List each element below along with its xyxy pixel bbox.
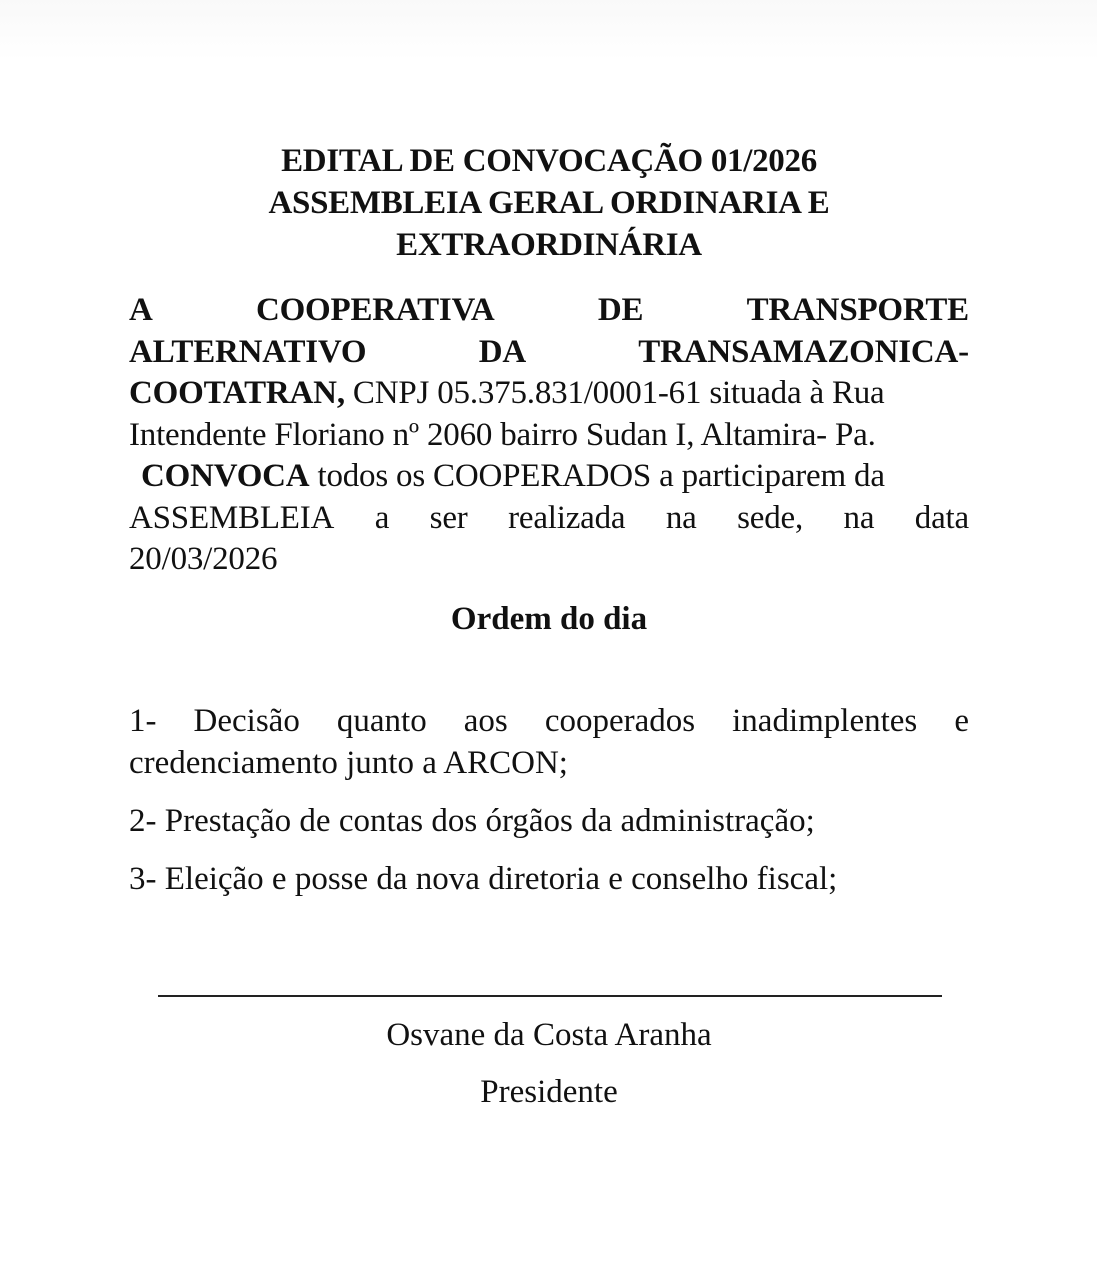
agenda-item (129, 700, 969, 784)
signer-role: Presidente (480, 1074, 618, 1110)
word: cooperados (544, 703, 696, 739)
word: A (129, 292, 153, 328)
convoca-text: todos os COOPERADOS a participarem da (309, 458, 885, 494)
title-line: EDITAL DE CONVOCAÇÃO 01/2026 (281, 143, 817, 179)
intro-line-6 (129, 498, 969, 540)
title-line: EXTRAORDINÁRIA (396, 227, 702, 263)
word: a (374, 499, 390, 536)
agenda-heading: Ordem do dia (450, 601, 648, 637)
cnpj-text: CNPJ 05.375.831/0001-61 situada à Rua (344, 375, 885, 411)
word: sede, (737, 499, 804, 536)
word: DA (478, 333, 526, 370)
word: ALTERNATIVO (129, 333, 367, 370)
word: Decisão (193, 703, 300, 739)
word: e (954, 703, 969, 739)
document-title (129, 140, 969, 266)
intro-line-1 (129, 290, 969, 332)
word: na (843, 499, 875, 536)
intro-line-5 (129, 456, 969, 498)
agenda-item: 2- Prestação de contas dos órgãos da administração; (129, 803, 815, 839)
word: aos (463, 703, 508, 739)
agenda-item: 3- Eleição e posse da nova diretoria e conselho fiscal; (129, 861, 838, 897)
convoca-keyword: CONVOCA (141, 458, 310, 494)
word: inadimplentes (732, 703, 918, 739)
signature-line (158, 995, 942, 997)
agenda-item-line: credenciamento junto a ARCON; (129, 745, 568, 781)
company-short-name: COOTATRAN, (129, 375, 345, 411)
word: 1- (129, 703, 157, 739)
agenda-list (129, 700, 969, 900)
word: TRANSPORTE (746, 292, 969, 328)
word: data (914, 499, 969, 536)
word: DE (597, 292, 644, 328)
word: realizada (508, 499, 626, 536)
word: ASSEMBLEIA (129, 499, 335, 536)
word: na (665, 499, 697, 536)
signer-name: Osvane da Costa Aranha (386, 1017, 712, 1053)
word: COOPERATIVA (255, 292, 495, 328)
title-line: ASSEMBLEIA GERAL ORDINARIA E (268, 185, 830, 221)
intro-line-3 (129, 373, 969, 415)
assembly-date: 20/03/2026 (129, 541, 278, 577)
word: quanto (336, 703, 427, 739)
address-line: Intendente Floriano nº 2060 bairro Sudan I, Altamira- Pa. (129, 416, 876, 453)
intro-paragraph (129, 290, 969, 581)
agenda-item-line (129, 700, 969, 742)
intro-line-2 (129, 332, 969, 374)
word: ser (429, 499, 468, 536)
word: TRANSAMAZONICA- (638, 333, 969, 370)
